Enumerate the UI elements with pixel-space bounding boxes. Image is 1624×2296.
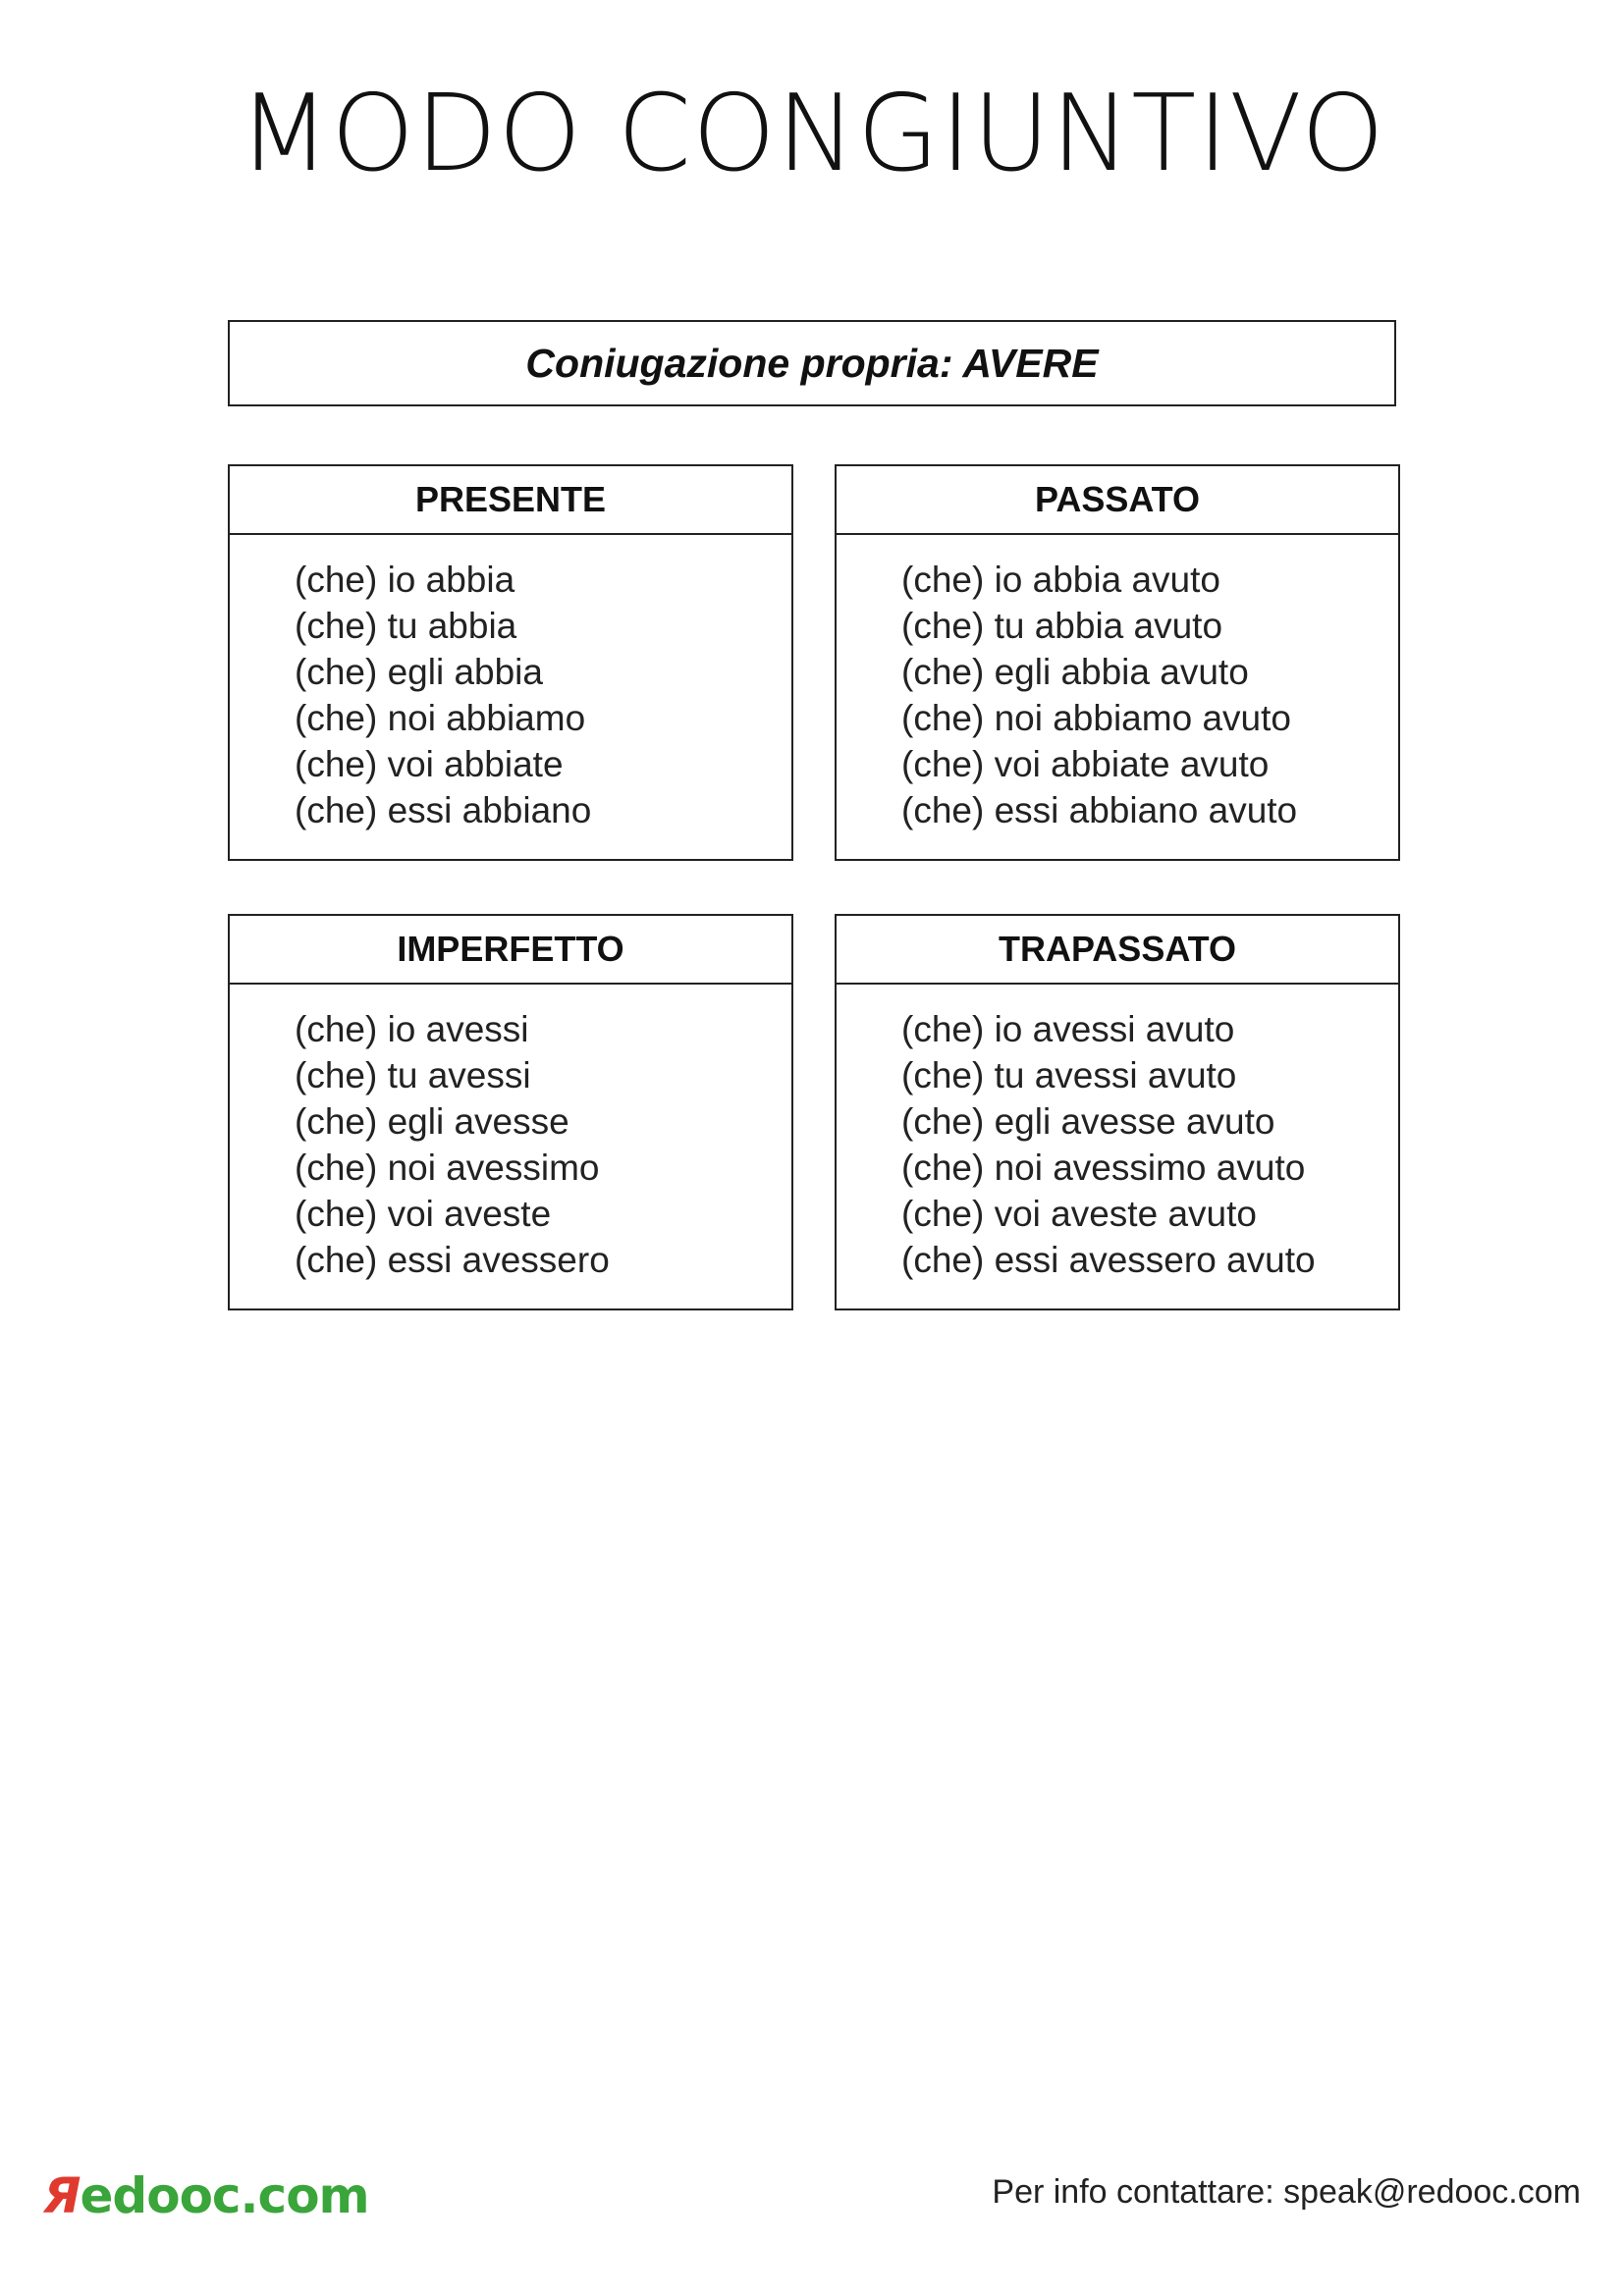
conjugation-form: (che) noi abbiamo avuto <box>901 698 1291 738</box>
conjugation-form: (che) essi avessero <box>295 1240 610 1280</box>
conjugation-form: (che) voi aveste <box>295 1194 552 1234</box>
conjugation-list <box>230 535 791 833</box>
conjugation-form: (che) egli avesse avuto <box>901 1101 1275 1142</box>
conjugation-list <box>837 535 1398 833</box>
conjugation-form: (che) tu avessi avuto <box>901 1055 1237 1095</box>
conjugation-form: (che) noi avessimo <box>295 1148 600 1188</box>
logo-r-letter: Я <box>43 2167 81 2224</box>
conjugation-form: (che) egli avesse <box>295 1101 569 1142</box>
redooc-logo[interactable] <box>43 2167 369 2224</box>
conjugation-form: (che) voi abbiate <box>295 744 564 784</box>
conjugation-form: (che) voi aveste avuto <box>901 1194 1257 1234</box>
conjugation-form: (che) io abbia avuto <box>901 560 1220 600</box>
page-title: MODO CONGIUNTIVO <box>238 73 1386 195</box>
tense-header: PASSATO <box>837 466 1398 535</box>
conjugation-form: (che) noi avessimo avuto <box>901 1148 1306 1188</box>
logo-text: edooc.com <box>80 2167 369 2224</box>
subtitle-box <box>228 320 1396 406</box>
conjugation-form: (che) io abbia <box>295 560 515 600</box>
tense-box-imperfetto <box>228 914 793 1310</box>
subtitle: Coniugazione propria: AVERE <box>525 340 1099 386</box>
conjugation-form: (che) tu abbia avuto <box>901 606 1223 646</box>
conjugation-form: (che) egli abbia <box>295 652 543 692</box>
conjugation-form: (che) voi abbiate avuto <box>901 744 1270 784</box>
conjugation-list <box>837 985 1398 1283</box>
tense-header: PRESENTE <box>230 466 791 535</box>
conjugation-form: (che) noi abbiamo <box>295 698 586 738</box>
conjugation-form: (che) tu abbia <box>295 606 517 646</box>
tense-header: IMPERFETTO <box>230 916 791 985</box>
tense-header: TRAPASSATO <box>837 916 1398 985</box>
conjugation-form: (che) io avessi avuto <box>901 1009 1235 1049</box>
conjugation-form: (che) essi avessero avuto <box>901 1240 1316 1280</box>
conjugation-form: (che) io avessi <box>295 1009 529 1049</box>
tense-box-passato <box>835 464 1400 861</box>
conjugation-list <box>230 985 791 1283</box>
footer-contact: Per info contattare: speak@redooc.com <box>992 2173 1581 2211</box>
tense-box-presente <box>228 464 793 861</box>
tense-box-trapassato <box>835 914 1400 1310</box>
conjugation-form: (che) tu avessi <box>295 1055 531 1095</box>
conjugation-form: (che) egli abbia avuto <box>901 652 1249 692</box>
conjugation-form: (che) essi abbiano avuto <box>901 790 1298 830</box>
conjugation-form: (che) essi abbiano <box>295 790 592 830</box>
